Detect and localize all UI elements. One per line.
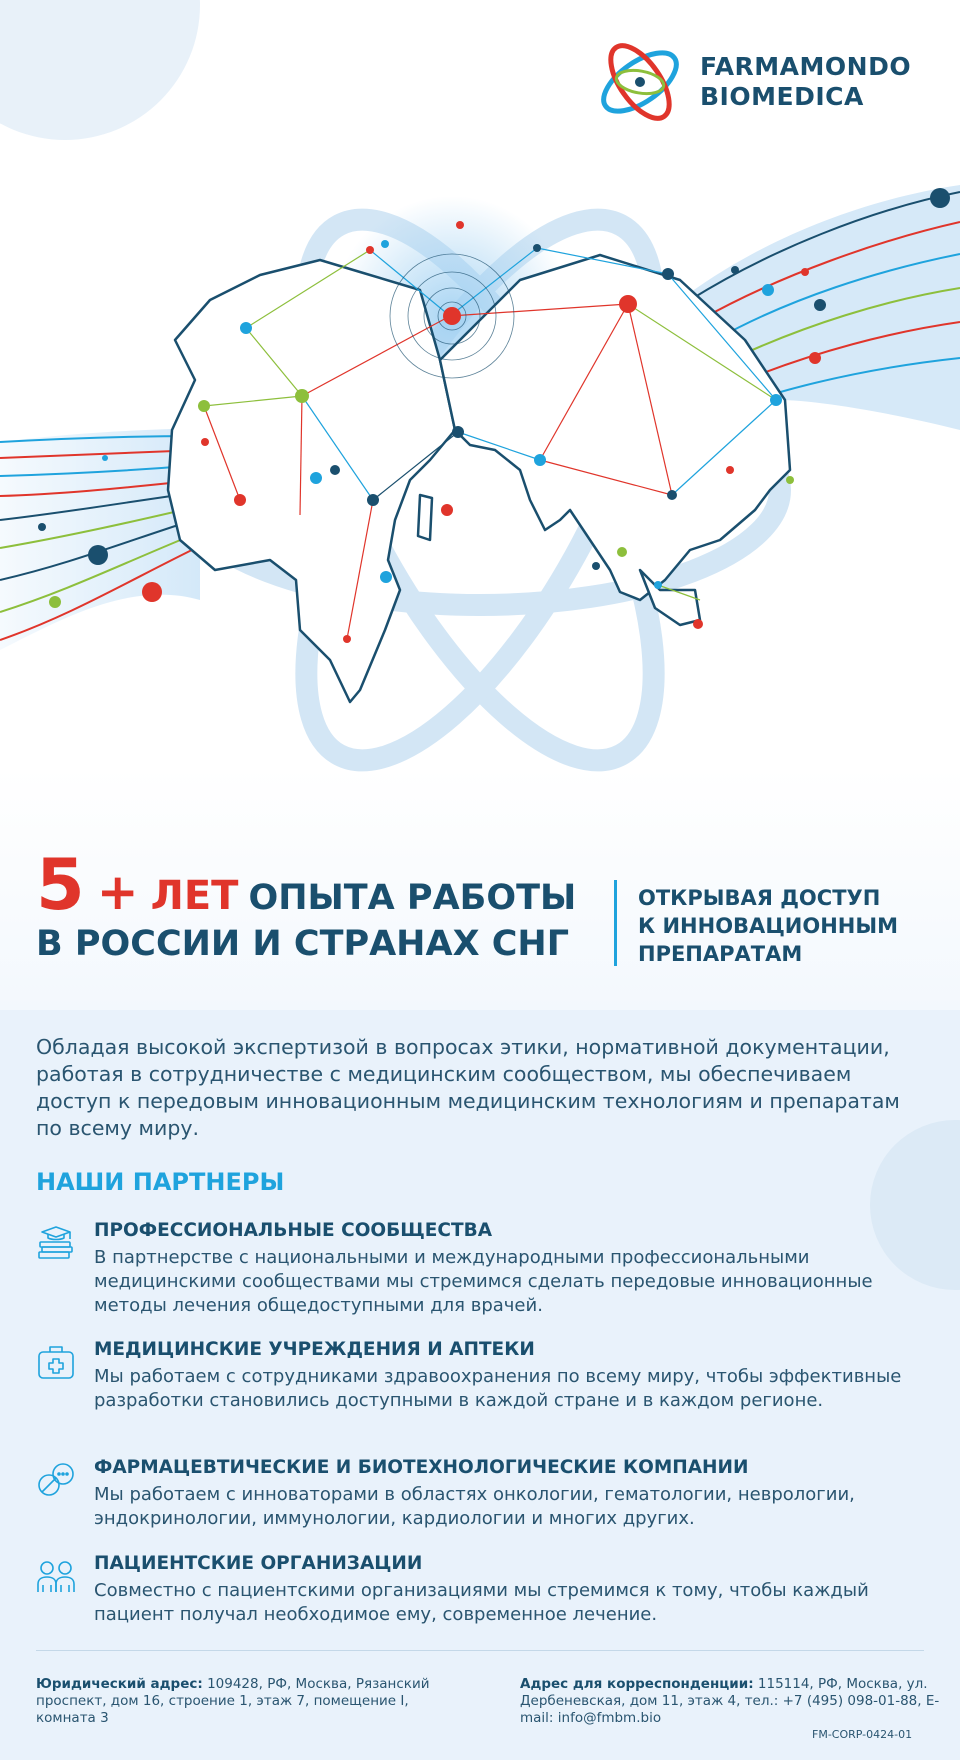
logo-line-1: FARMAMONDO bbox=[700, 52, 912, 81]
books-graduation-cap-icon bbox=[36, 1224, 76, 1262]
tagline bbox=[638, 884, 938, 968]
headline-red-word: ЛЕТ bbox=[150, 873, 239, 919]
partner-title: ПАЦИЕНТСКИЕ ОРГАНИЗАЦИИ bbox=[94, 1553, 423, 1574]
mailing-address bbox=[520, 1676, 940, 1727]
headline-line-2: В РОССИИ И СТРАНАХ СНГ bbox=[36, 924, 570, 964]
tagline-line-3: ПРЕПАРАТАМ bbox=[638, 942, 803, 966]
footer-divider bbox=[36, 1650, 924, 1651]
patients-icon bbox=[36, 1557, 76, 1595]
mailing-address-label: Адрес для корреспонденции: bbox=[520, 1676, 754, 1692]
partners-heading: НАШИ ПАРТНЕРЫ bbox=[36, 1168, 285, 1196]
intro-paragraph: Обладая высокой экспертизой в вопросах этики, нормативной документации, работая в сотрудничестве с медицинским сообществом, мы обеспечиваем доступ к передовым инновационным медицинским технологиям и препаратам по всему миру. bbox=[36, 1035, 900, 1140]
partner-description: Мы работаем с сотрудниками здравоохранения по всему миру, чтобы эффективные разработки становились доступными в каждой стране и в каждом регионе. bbox=[94, 1366, 902, 1411]
partner-title: ПРОФЕССИОНАЛЬНЫЕ СООБЩЕСТВА bbox=[94, 1220, 493, 1241]
headline bbox=[36, 844, 596, 964]
legal-address bbox=[36, 1676, 436, 1727]
partner-description: Мы работаем с инноваторами в областях онкологии, гематологии, неврологии, эндокринологии, иммунологии, кардиологии и многих других. bbox=[94, 1484, 855, 1529]
vertical-divider bbox=[614, 880, 617, 966]
document-code: FM-CORP-0424-01 bbox=[812, 1728, 913, 1741]
world-network-illustration bbox=[0, 180, 960, 820]
decorative-circle bbox=[0, 0, 200, 140]
headline-plus: + bbox=[96, 863, 139, 921]
headline-line-1 bbox=[36, 844, 596, 926]
headline-number: 5 bbox=[36, 844, 85, 926]
legal-address-text: 109428, РФ, Москва, Рязанский проспект, дом 16, строение 1, этаж 7, помещение I, комната 3 bbox=[36, 1676, 430, 1726]
atom-logo-icon bbox=[592, 34, 688, 130]
info-section bbox=[0, 1010, 960, 1760]
partner-title: ФАРМАЦЕВТИЧЕСКИЕ И БИОТЕХНОЛОГИЧЕСКИЕ КОМПАНИИ bbox=[94, 1457, 749, 1478]
pills-icon bbox=[36, 1461, 76, 1499]
partner-title: МЕДИЦИНСКИЕ УЧРЕЖДЕНИЯ И АПТЕКИ bbox=[94, 1339, 535, 1360]
legal-address-label: Юридический адрес: bbox=[36, 1676, 203, 1692]
tagline-line-2: К ИННОВАЦИОННЫМ bbox=[638, 914, 899, 938]
mailing-address-text: 115114, РФ, Москва, ул. Дербеневская, дом 11, этаж 4, тел.: +7 (495) 098-01-88, E-mail: info@fmbm.bio bbox=[520, 1676, 940, 1726]
logo-line-2: BIOMEDICA bbox=[700, 82, 864, 111]
headline-rest: ОПЫТА РАБОТЫ bbox=[248, 878, 577, 918]
partner-description: Совместно с пациентскими организациями мы стремимся к тому, чтобы каждый пациент получал необходимое ему, современное лечение. bbox=[94, 1580, 869, 1625]
partner-description: В партнерстве с национальными и международными профессиональными медицинскими сообществами мы стремимся сделать передовые инновационные методы лечения общедоступными для врачей. bbox=[94, 1247, 873, 1316]
company-logo[interactable] bbox=[592, 32, 932, 132]
tagline-line-1: ОТКРЫВАЯ ДОСТУП bbox=[638, 886, 881, 910]
medical-kit-icon bbox=[36, 1343, 76, 1381]
